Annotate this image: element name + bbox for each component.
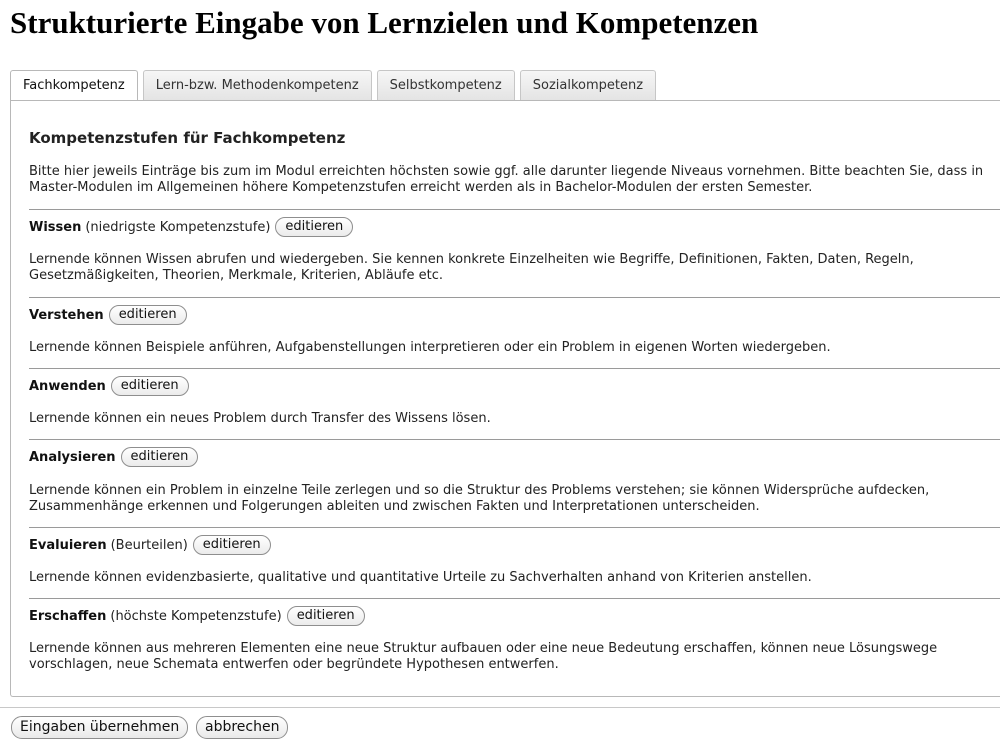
- edit-analysieren-button[interactable]: editieren: [121, 447, 199, 467]
- level-header-analysieren: [29, 446, 198, 468]
- level-header-evaluieren: [29, 534, 271, 556]
- edit-anwenden-button[interactable]: editieren: [111, 376, 189, 396]
- level-text-wissen: Lernende können Wissen abrufen und wiedergeben. Sie kennen konkrete Einzelheiten wie Begriffe, Definitionen, Fakten, Daten, Regeln, Gesetzmäßigkeiten, Theorien, Merkmale, Kriterien, Abläufe etc.: [29, 252, 914, 283]
- tab-selbstkompetenz[interactable]: Selbstkompetenz: [377, 70, 515, 100]
- divider: [29, 297, 1000, 298]
- cancel-button[interactable]: abbrechen: [196, 716, 288, 739]
- level-header-anwenden: [29, 375, 189, 397]
- edit-wissen-button[interactable]: editieren: [275, 217, 353, 237]
- level-name: Evaluieren: [29, 537, 107, 553]
- level-header-erschaffen: [29, 605, 365, 627]
- divider: [29, 368, 1000, 369]
- panel-heading: Kompetenzstufen für Fachkompetenz: [29, 129, 346, 147]
- divider: [29, 527, 1000, 528]
- footer-divider: [0, 707, 1000, 708]
- level-text-analysieren: Lernende können ein Problem in einzelne Teile zerlegen und so die Struktur des Problems verstehen; sie können Widersprüche aufdecken, Zusammenhänge erkennen und Folgerungen ableiten und zwischen Fakten und Interpretationen unterscheiden.: [29, 483, 930, 514]
- level-note: (höchste Kompetenzstufe): [110, 608, 282, 624]
- edit-erschaffen-button[interactable]: editieren: [287, 606, 365, 626]
- tab-panel-fachkompetenz: [10, 100, 1000, 697]
- intro-text: Bitte hier jeweils Einträge bis zum im Modul erreichten höchsten sowie ggf. alle darunter liegende Niveaus vornehmen. Bitte beachten Sie, dass in Master-Modulen im Allgemeinen höhere Kompetenzstufen erreicht werden als in Bachelor-Modulen der ersten Semester.: [29, 164, 984, 195]
- level-text-anwenden: Lernende können ein neues Problem durch Transfer des Wissens lösen.: [29, 411, 491, 426]
- level-header-verstehen: [29, 304, 187, 326]
- level-note: (niedrigste Kompetenzstufe): [85, 219, 271, 235]
- level-name: Verstehen: [29, 307, 104, 323]
- page-title: Strukturierte Eingabe von Lernzielen und Kompetenzen: [10, 5, 759, 40]
- level-header-wissen: [29, 216, 353, 238]
- level-text-erschaffen: Lernende können aus mehreren Elementen eine neue Struktur aufbauen oder eine neue Bedeutung erschaffen, können neue Lösungswege vorschlagen, neue Schemata entwerfen oder begründete Hypothesen entwerfen.: [29, 641, 938, 672]
- divider: [29, 598, 1000, 599]
- tab-bar: [10, 70, 656, 101]
- tab-methodenkompetenz[interactable]: Lern-bzw. Methodenkompetenz: [143, 70, 372, 100]
- level-name: Anwenden: [29, 378, 106, 394]
- level-name: Wissen: [29, 219, 82, 235]
- level-name: Erschaffen: [29, 608, 107, 624]
- level-text-evaluieren: Lernende können evidenzbasierte, qualitative und quantitative Urteile zu Sachverhalten anhand von Kriterien anstellen.: [29, 570, 812, 585]
- edit-verstehen-button[interactable]: editieren: [109, 305, 187, 325]
- divider: [29, 209, 1000, 210]
- tab-sozialkompetenz[interactable]: Sozialkompetenz: [520, 70, 656, 100]
- tab-fachkompetenz[interactable]: Fachkompetenz: [10, 70, 138, 102]
- level-name: Analysieren: [29, 449, 116, 465]
- divider: [29, 439, 1000, 440]
- apply-button[interactable]: Eingaben übernehmen: [11, 716, 188, 739]
- level-note: (Beurteilen): [110, 537, 188, 553]
- level-text-verstehen: Lernende können Beispiele anführen, Aufgabenstellungen interpretieren oder ein Problem in eigenen Worten wiedergeben.: [29, 340, 831, 355]
- edit-evaluieren-button[interactable]: editieren: [193, 535, 271, 555]
